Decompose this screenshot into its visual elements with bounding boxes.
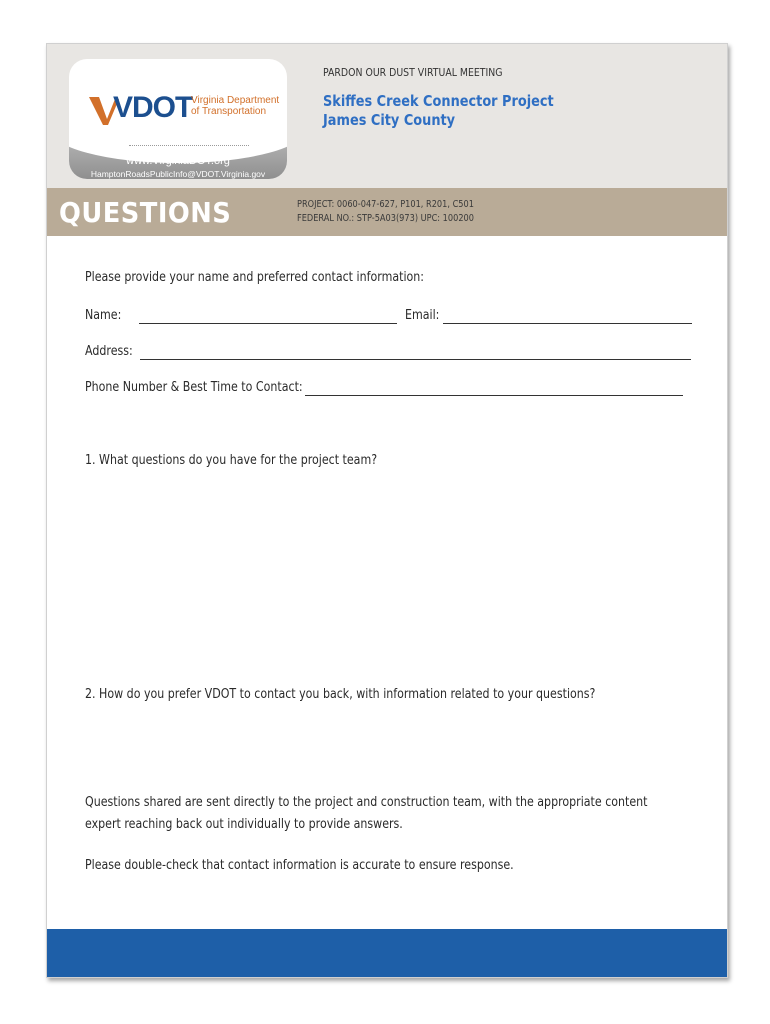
questions-form-page [46,43,728,978]
header [47,44,727,188]
title-band [47,188,727,236]
vdot-logo-card [69,59,287,179]
contact-email-text: HamptonRoadsPublicInfo@VDOT.Virginia.gov [90,169,266,179]
project-title: Skiffes Creek Connector Project James City County [323,92,554,129]
address-field[interactable] [140,359,691,360]
note-text: Questions shared are sent directly to the project and construction team, with the appropriate content [85,795,648,810]
email-label: Email: [405,308,440,323]
project-codes: PROJECT: 0060-047-627, P101, R201, C501 FEDERAL NO.: STP-5A03(973) UPC: 100200 [297,199,474,224]
agency-name: Virginia Department of Transportation [191,95,280,117]
name-label: Name: [85,308,122,323]
phone-label: Phone Number & Best Time to Contact: [85,380,303,395]
website-text: www.VirginiaDOT.org [126,155,230,167]
contact-intro: Please provide your name and preferred contact information: [85,270,425,285]
note-text: expert reaching back out individually to provide answers. [85,817,403,832]
name-field[interactable] [139,323,397,324]
email-field[interactable] [443,323,692,324]
question-2: 2. How do you prefer VDOT to contact you back, with information related to your questions? [85,687,596,702]
question-1: 1. What questions do you have for the project team? [85,453,378,468]
meeting-type: PARDON OUR DUST VIRTUAL MEETING [323,66,503,79]
address-label: Address: [85,344,133,359]
footer-bar [47,929,727,977]
reminder-text: Please double-check that contact information is accurate to ensure response. [85,858,514,873]
page-title: QUESTIONS [59,196,232,229]
vdot-logo-text: VDOT [113,91,193,124]
phone-field[interactable] [305,395,683,396]
